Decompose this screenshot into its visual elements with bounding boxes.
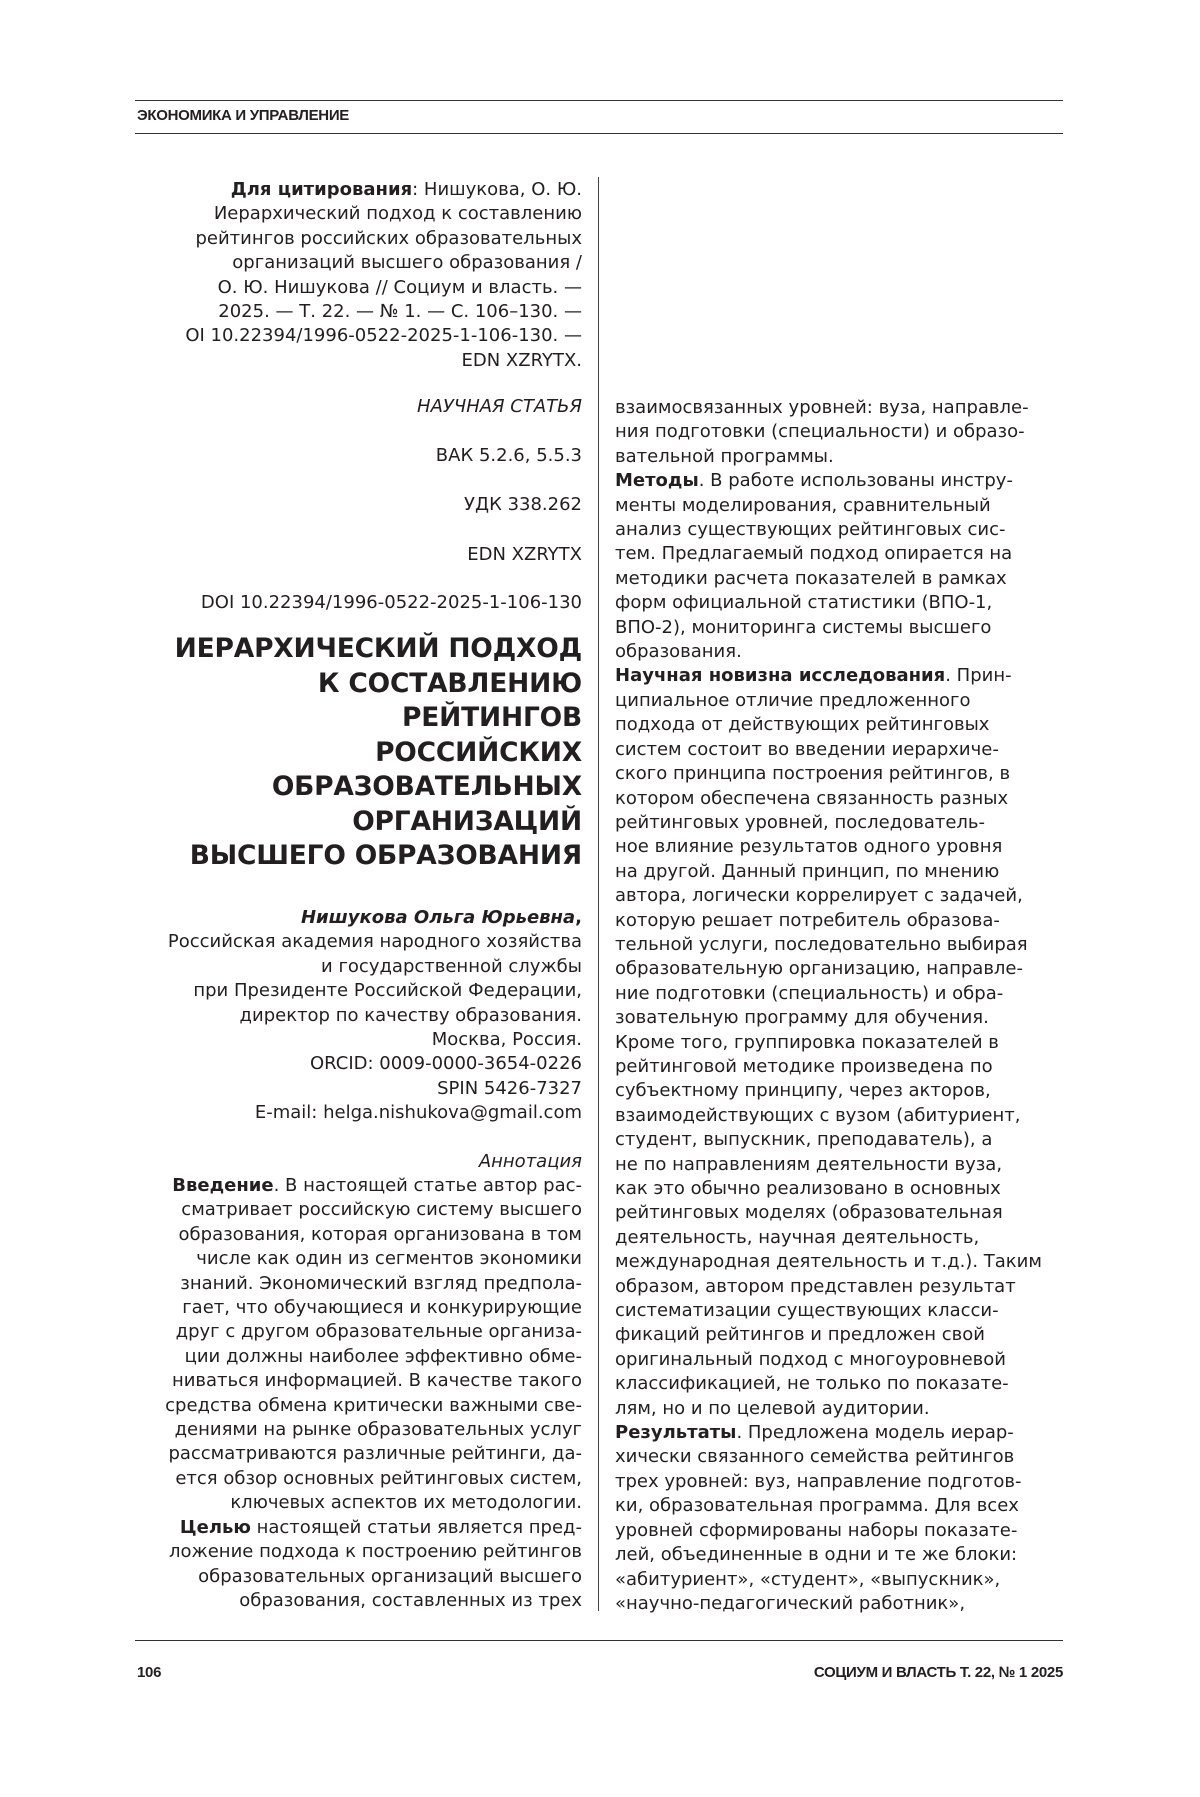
abstract-line: образования, составленных из трех (239, 1589, 582, 1611)
abstract-line: рассматриваются различные рейтинги, да- (168, 1443, 582, 1465)
abstract-line: «научно-педагогический работник», (615, 1592, 966, 1614)
abstract-line: ложение подхода к построению рейтингов (169, 1541, 582, 1563)
abstract-line: как это обычно реализовано в основных (615, 1178, 1001, 1199)
abstract-line: не по направлениям деятельности вуза, (615, 1153, 1003, 1175)
abstract-line (615, 469, 1065, 493)
text-run: . В настоящей статье автор рас- (273, 1175, 582, 1196)
abstract-line: образования, которая организована в том (178, 1223, 582, 1245)
abstract-line: образования. (615, 641, 742, 663)
abstract-line: систем состоит во введении иерархиче- (615, 738, 999, 760)
abstract-line: классификацией, не только по показате- (615, 1373, 1009, 1395)
title-line: РЕЙТИНГОВ (402, 702, 582, 733)
abstract-line: ки, образовательная программа. Для всех (615, 1495, 1019, 1517)
text-run: . Предложена модель иерар- (736, 1422, 1014, 1444)
title-line: ОРГАНИЗАЦИЙ (352, 805, 582, 837)
abstract-line: ния подготовки (специальности) и образо- (615, 421, 1025, 443)
abstract-right-column (615, 396, 1065, 1616)
abstract-line: ное влияние результатов одного уровня (615, 836, 1003, 858)
abstract-line: гает, что обучающиеся и конкурирующие (182, 1297, 582, 1319)
bold-lead: Для цитирования (230, 179, 413, 200)
page-number: 106 (137, 1664, 162, 1681)
citation-line (130, 178, 582, 202)
bold-lead: Целью (179, 1516, 251, 1538)
edn-code: EDN XZRYTX (467, 544, 582, 565)
citation-line: рейтингов российских образовательных (195, 227, 582, 249)
abstract-line: знаний. Экономический взгляд предпола- (180, 1272, 582, 1294)
abstract-line: трех уровней: вуз, направление подготов- (615, 1470, 1022, 1492)
abstract-line: ского принципа построения рейтингов, в (615, 763, 1011, 785)
abstract-line: рейтинговых уровней, последователь- (615, 811, 986, 833)
abstract-line: деятельность, научная деятельность, (615, 1226, 980, 1248)
bold-lead: Научная новизна исследования (615, 665, 946, 687)
text-run: : Нишукова, О. Ю. (412, 179, 582, 200)
abstract-line: лям, но и по целевой аудитории. (615, 1397, 930, 1419)
abstract-line: средства обмена критически важными све- (165, 1394, 582, 1416)
abstract-line: менты моделирования, сравнительный (615, 494, 991, 516)
title-line: ИЕРАРХИЧЕСКИЙ ПОДХОД (174, 633, 582, 664)
citation-line: Иерархический подход к составлению (213, 203, 582, 225)
abstract-line: ние подготовки (специальность) и обра- (615, 982, 1004, 1004)
abstract-line: образовательных организаций высшего (198, 1565, 582, 1587)
abstract-line: ниваться информацией. В качестве такого (171, 1370, 582, 1392)
header-bottom-rule (135, 133, 1063, 134)
abstract-line: тем. Предлагаемый подход опирается на (615, 543, 1013, 565)
article-type: НАУЧНАЯ СТАТЬЯ (417, 396, 582, 417)
abstract-line: ции должны наиболее эффективно обме- (184, 1345, 582, 1367)
abstract-line: рейтинговых моделях (образовательная (615, 1202, 1003, 1224)
abstract-line: «абитуриент», «студент», «выпускник», (615, 1568, 1001, 1590)
abstract-line: субъектному принципу, через акторов, (615, 1080, 991, 1102)
doi: DOI 10.22394/1996-0522-2025-1-106-130 (200, 592, 582, 613)
text-run: . В работе использованы инстру- (698, 470, 1013, 492)
abstract-line: сматривает российскую систему высшего (181, 1199, 582, 1221)
article-title (100, 632, 582, 874)
abstract-line: уровней сформированы наборы показате- (615, 1519, 1018, 1541)
bold-lead: Результаты (615, 1422, 737, 1444)
author-line: и государственной службы (321, 955, 582, 977)
title-line: К СОСТАВЛЕНИЮ (317, 667, 582, 699)
header-top-rule (135, 100, 1063, 101)
abstract-line: лей, объединенные в одни и те же блоки: (615, 1544, 1018, 1566)
column-divider (598, 177, 599, 1611)
abstract-line: котором обеспечена связанность разных (615, 787, 1009, 809)
abstract-line: хически связанного семейства рейтингов (615, 1446, 1015, 1468)
author-line: при Президенте Российской Федерации, (193, 980, 582, 1002)
author-line: ORCID: 0009-0000-3654-0226 (309, 1053, 582, 1075)
abstract-line: анализ существующих рейтинговых сис- (615, 519, 1006, 541)
abstract-line: фикаций рейтингов и предложен свой (615, 1324, 985, 1346)
footer-rule (135, 1640, 1063, 1641)
title-line: ОБРАЗОВАТЕЛЬНЫХ (271, 771, 582, 802)
citation-line: О. Ю. Нишукова // Социум и власть. — (217, 276, 582, 298)
abstract-line (615, 1421, 1065, 1445)
abstract-line (615, 664, 1065, 688)
abstract-heading: Аннотация (478, 1151, 582, 1172)
title-line: ВЫСШЕГО ОБРАЗОВАНИЯ (189, 840, 582, 871)
author-line: E-mail: helga.nishukova@gmail.com (254, 1102, 582, 1124)
abstract-line: ется обзор основных рейтинговых систем, (175, 1467, 582, 1489)
abstract-line (130, 1174, 582, 1198)
citation-line: EDN XZRYTX. (461, 349, 582, 371)
author-block: Нишукова Ольга Юрьевна, Российская академия народного хозяйства и государственной службы при Президенте Российской Федерации, директор по качеству образования. Москва, Россия. ORCID: 0009-0000-3654-0226 SPIN 5426-7327 E-mail: helga.nishukova@gmail.com (130, 906, 582, 1126)
citation-line: 2025. — Т. 22. — № 1. — С. 106–130. — (218, 301, 582, 323)
author-line: Российская академия народного хозяйства (167, 931, 582, 953)
author-name: Нишукова Ольга Юрьевна (300, 907, 576, 928)
abstract-line: ключевых аспектов их методологии. (230, 1492, 582, 1514)
citation-line: OI 10.22394/1996-0522-2025-1-106-130. — (185, 325, 582, 347)
abstract-line: рейтинговой методике произведена по (615, 1055, 993, 1077)
abstract-line (130, 1516, 582, 1540)
udk-code: УДК 338.262 (464, 494, 582, 515)
author-line: Москва, Россия. (431, 1029, 582, 1051)
bold-lead: Методы (615, 470, 699, 492)
text-run: . Прин- (945, 665, 1012, 687)
vak-code: ВАК 5.2.6, 5.5.3 (435, 445, 582, 466)
abstract-line: образом, автором представлен результат (615, 1275, 1016, 1297)
abstract-line: тельной услуги, последовательно выбирая (615, 933, 1028, 955)
abstract-line: оригинальный подход с многоуровневой (615, 1348, 1006, 1370)
text-run: настоящей статьи является пред- (250, 1516, 582, 1538)
abstract-line: друг с другом образовательные организа- (175, 1321, 582, 1343)
bold-lead: Введение (172, 1175, 274, 1196)
abstract-left-column (130, 1174, 582, 1613)
author-line: SPIN 5426-7327 (437, 1077, 582, 1099)
journal-issue: СОЦИУМ И ВЛАСТЬ Т. 22, № 1 2025 (813, 1664, 1063, 1681)
abstract-line: взаимодействующих с вузом (абитуриент, (615, 1104, 1021, 1126)
abstract-line: студент, выпускник, преподаватель), а (615, 1129, 993, 1151)
abstract-line: методики расчета показателей в рамках (615, 567, 1007, 589)
abstract-line: ВПО-2), мониторинга системы высшего (615, 616, 992, 638)
abstract-line: образовательную организацию, направле- (615, 958, 1024, 980)
citation-line: организаций высшего образования / (232, 252, 582, 274)
abstract-line: ципиальное отличие предложенного (615, 689, 971, 711)
abstract-line: форм официальной статистики (ВПО-1, (615, 592, 993, 614)
abstract-line: зовательную программу для обучения. (615, 1007, 989, 1029)
abstract-line: вательной программы. (615, 445, 834, 467)
section-header: ЭКОНОМИКА И УПРАВЛЕНИЕ (137, 107, 350, 124)
author-line: директор по качеству образования. (239, 1004, 582, 1026)
abstract-line: на другой. Данный принцип, по мнению (615, 860, 1000, 882)
abstract-line: автора, логически коррелирует с задачей, (615, 885, 1023, 907)
abstract-line: числе как один из сегментов экономики (196, 1248, 582, 1270)
abstract-line: подхода от действующих рейтинговых (615, 714, 990, 736)
abstract-line: дениями на рынке образовательных услуг (174, 1419, 582, 1441)
citation-block (130, 178, 582, 373)
abstract-line: взаимосвязанных уровней: вуза, направле- (615, 397, 1029, 418)
abstract-line: систематизации существующих класси- (615, 1300, 999, 1322)
abstract-line: международная деятельность и т.д.). Таким (615, 1251, 1042, 1273)
title-line: РОССИЙСКИХ (375, 736, 582, 768)
author-affiliation (130, 930, 582, 1125)
abstract-line: которую решает потребитель образова- (615, 909, 1000, 931)
abstract-line: Кроме того, группировка показателей в (615, 1031, 999, 1053)
